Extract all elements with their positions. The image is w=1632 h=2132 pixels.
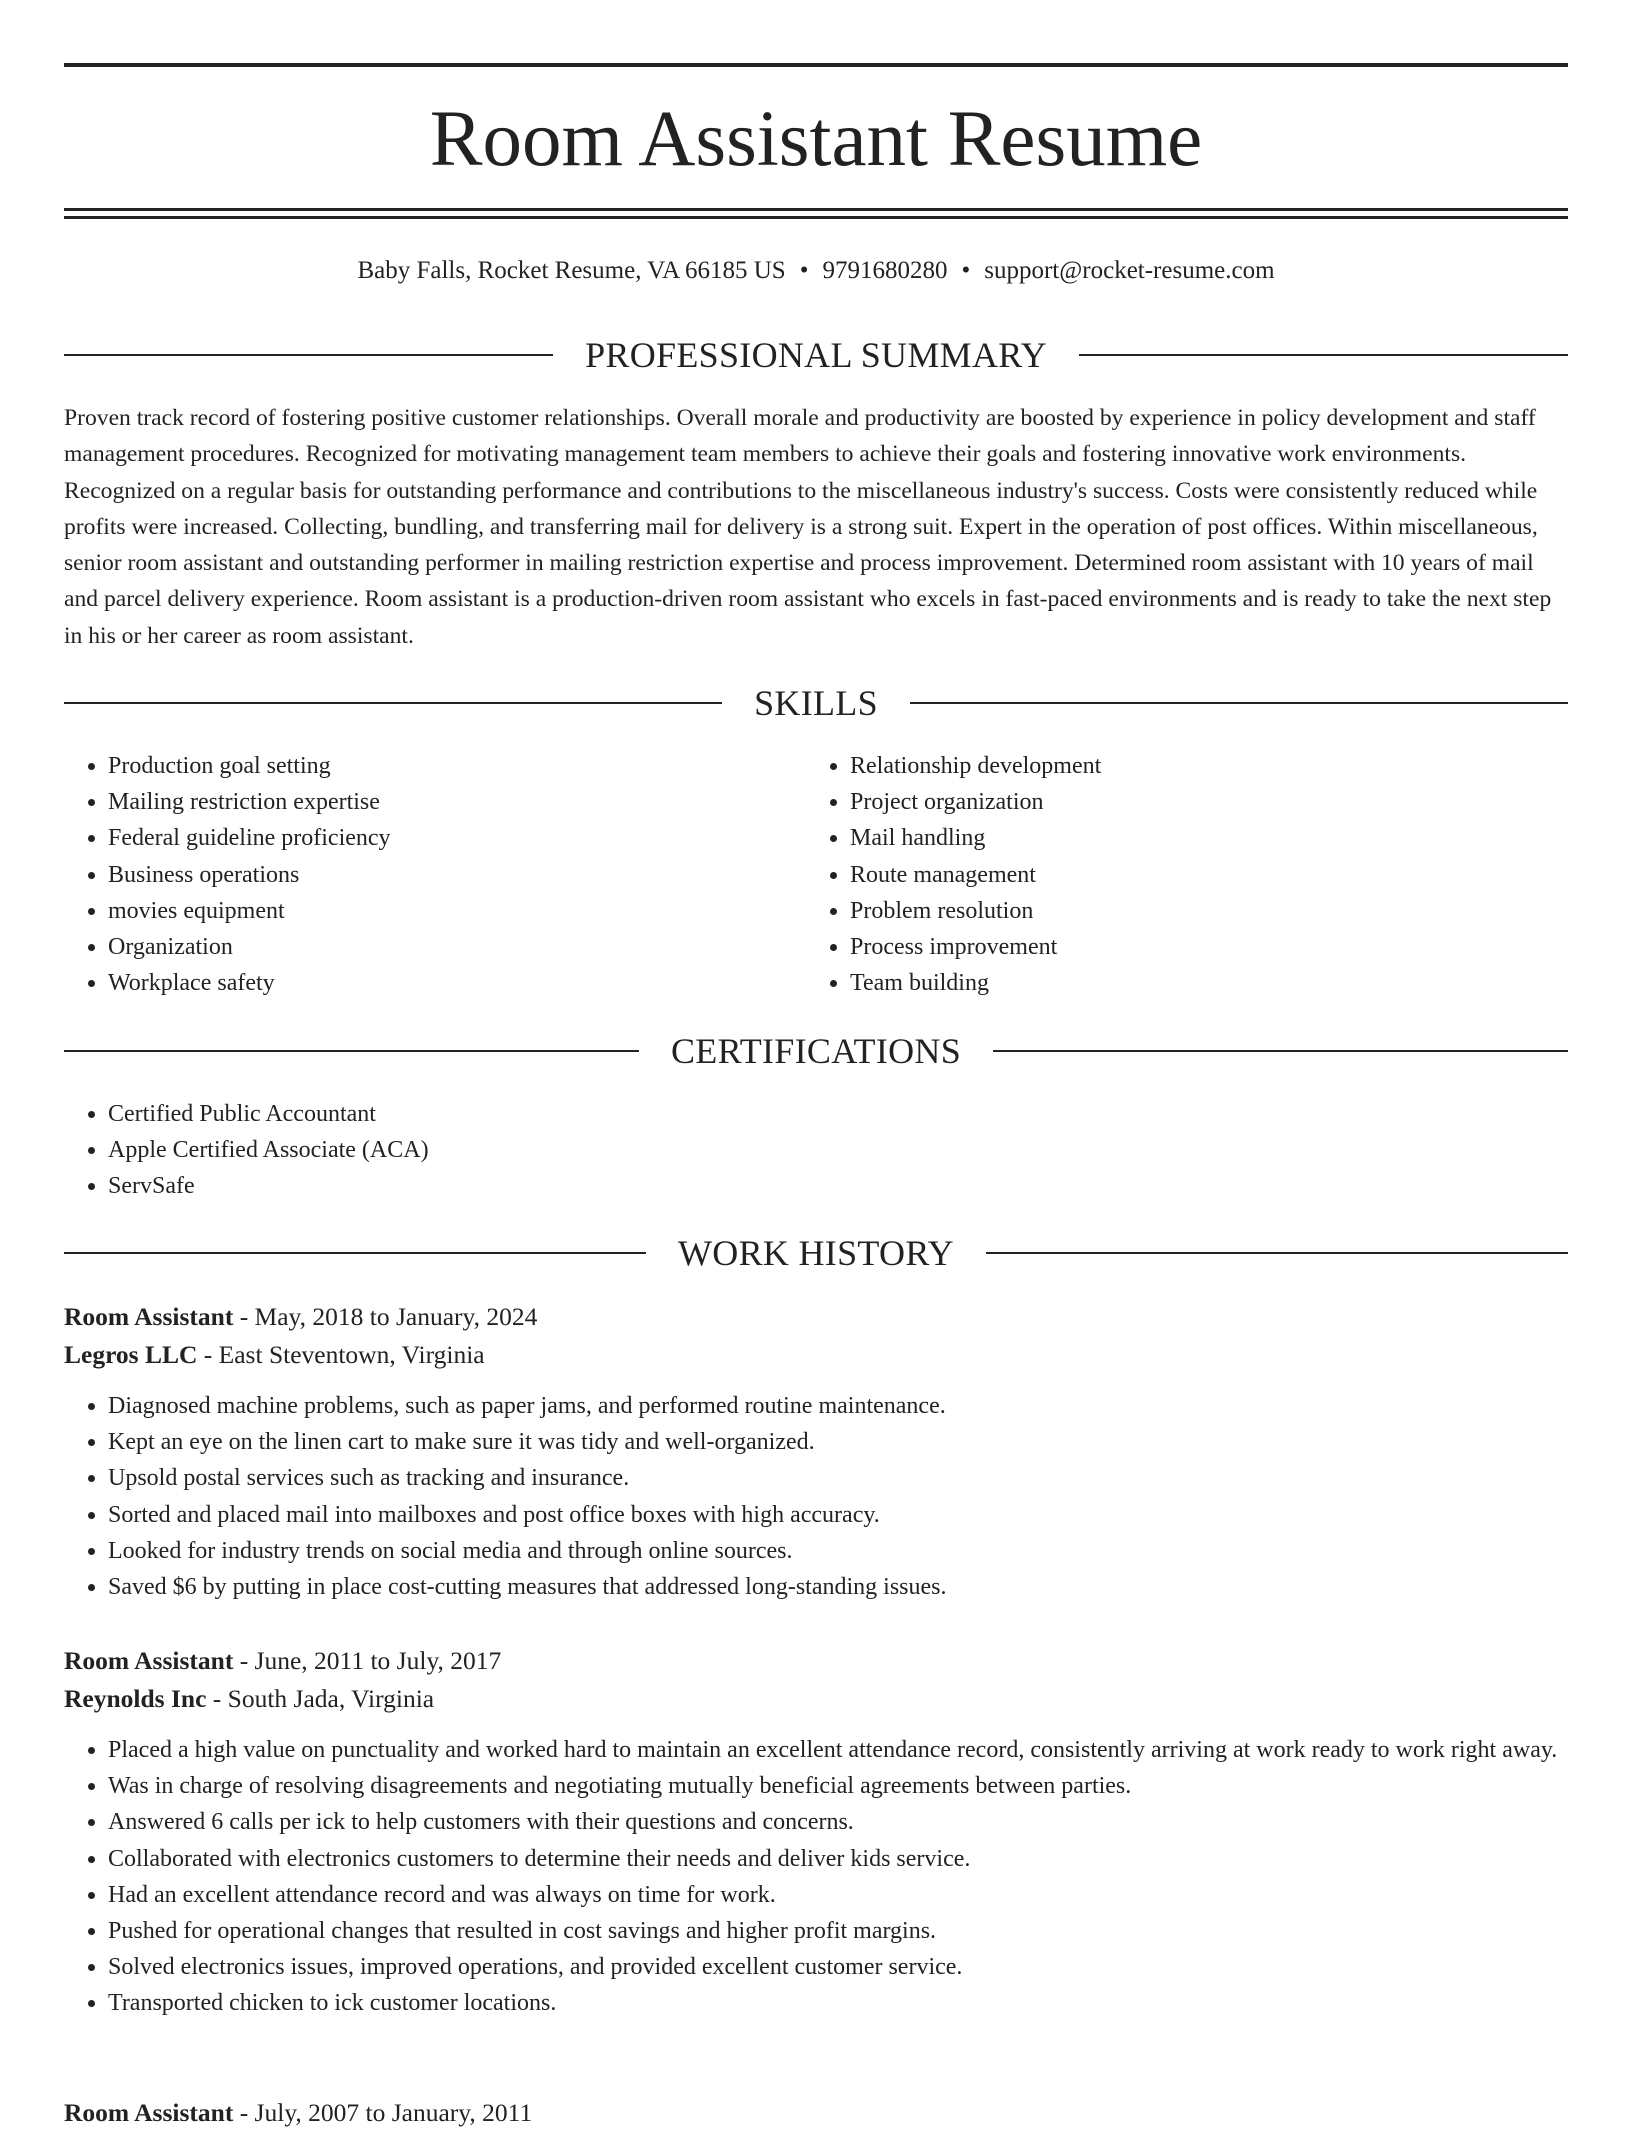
job-title-line — [64, 1642, 1568, 1680]
skill-item: • movies equipment — [108, 893, 764, 929]
job-dates: - May, 2018 to January, 2024 — [233, 1302, 538, 1331]
job-duty-item: • Was in charge of resolving disagreements and negotiating mutually beneficial agreements between parties. — [108, 1768, 1568, 1804]
section-title-summary: PROFESSIONAL SUMMARY — [585, 335, 1047, 375]
skill-item: • Project organization — [850, 784, 1506, 820]
divider-line — [64, 354, 553, 356]
skills-column-right — [806, 748, 1506, 1001]
job-duty-item: • Collaborated with electronics customers to determine their needs and deliver kids service. — [108, 1841, 1568, 1877]
skill-item: • Mail handling — [850, 820, 1506, 856]
skill-item: • Team building — [850, 965, 1506, 1001]
job-location: - East Steventown, Virginia — [197, 1340, 485, 1369]
job-duty-item: • Upsold postal services such as tracking and insurance. — [108, 1460, 1568, 1496]
job-duties — [64, 1732, 1568, 2022]
certification-item: • Apple Certified Associate (ACA) — [108, 1132, 1568, 1168]
job-company-line — [64, 1680, 1568, 1718]
contact-separator: • — [799, 257, 809, 284]
section-title-skills: SKILLS — [754, 683, 878, 723]
certifications-section-header — [64, 1029, 1568, 1073]
work-history-section-header — [64, 1231, 1568, 1275]
job-company: Reynolds Inc — [64, 1684, 207, 1713]
job-duty-item: • Diagnosed machine problems, such as paper jams, and performed routine maintenance. — [108, 1388, 1568, 1424]
divider-line — [1079, 354, 1568, 356]
divider-line — [64, 702, 722, 704]
job-title-line — [64, 1298, 1568, 1336]
job-location: - South Jada, Virginia — [206, 1684, 435, 1713]
job-entry — [64, 2094, 1568, 2132]
skill-item: • Problem resolution — [850, 893, 1506, 929]
job-title-line — [64, 2094, 1568, 2132]
job-duty-item: • Pushed for operational changes that resulted in cost savings and higher profit margins. — [108, 1913, 1568, 1949]
page-title: Room Assistant Resume — [429, 96, 1203, 183]
contact-email: support@rocket-resume.com — [984, 257, 1275, 284]
job-company: Legros LLC — [64, 1340, 198, 1369]
section-title-certifications: CERTIFICATIONS — [670, 1031, 962, 1071]
job-entry — [64, 1642, 1568, 2022]
skill-item: • Federal guideline proficiency — [108, 820, 764, 856]
divider-line — [986, 1252, 1568, 1254]
job-duties — [64, 1388, 1568, 1605]
job-dates: - June, 2011 to July, 2017 — [233, 1646, 502, 1675]
divider-line — [64, 1050, 639, 1052]
job-duty-item: • Placed a high value on punctuality and worked hard to maintain an excellent attendance record, consistently arriving at work ready to work right away. — [108, 1732, 1568, 1768]
divider-line — [64, 1252, 646, 1254]
job-dates: - July, 2007 to January, 2011 — [233, 2098, 533, 2127]
job-company-line — [64, 1336, 1568, 1374]
job-duty-item: • Sorted and placed mail into mailboxes and post office boxes with high accuracy. — [108, 1497, 1568, 1533]
summary-section-header — [64, 333, 1568, 377]
job-entry — [64, 1298, 1568, 1605]
skills-column-left — [64, 748, 764, 1001]
job-duty-item: • Answered 6 calls per ick to help customers with their questions and concerns. — [108, 1804, 1568, 1840]
contact-phone: 9791680280 — [822, 257, 948, 284]
contact-line — [64, 254, 1568, 288]
summary-paragraph: Proven track record of fostering positive customer relationships. Overall morale and productivity are boosted by experience in policy development and staff management procedures. Recognized for motivating management team members to achieve their goals and fostering innovative work environments. Recognized on a regular basis for outstanding performance and contributions to the miscellaneous industry's success. Costs were consistently reduced while profits were increased. Collecting, bundling, and transferring mail for delivery is a strong suit. Expert in the operation of post offices. Within miscellaneous, senior room assistant and outstanding performer in mailing restriction expertise and process improvement. Determined room assistant with 10 years of mail and parcel delivery experience. Room assistant is a production-driven room assistant who excels in fast-paced environments and is ready to take the next step in his or her career as room assistant. — [64, 405, 1552, 649]
contact-address: Baby Falls, Rocket Resume, VA 66185 US — [357, 257, 786, 284]
certification-item: • Certified Public Accountant — [108, 1096, 1568, 1132]
contact-separator: • — [961, 257, 971, 284]
job-duty-item: • Looked for industry trends on social media and through online sources. — [108, 1533, 1568, 1569]
skill-item: • Mailing restriction expertise — [108, 784, 764, 820]
skill-item: • Organization — [108, 929, 764, 965]
section-title-work-history: WORK HISTORY — [678, 1233, 954, 1273]
skill-item: • Relationship development — [850, 748, 1506, 784]
skill-item: • Process improvement — [850, 929, 1506, 965]
title-double-rule — [64, 208, 1568, 219]
skill-item: • Workplace safety — [108, 965, 764, 1001]
job-duty-item: • Kept an eye on the linen cart to make sure it was tidy and well-organized. — [108, 1424, 1568, 1460]
skill-item: • Route management — [850, 857, 1506, 893]
certification-item: • ServSafe — [108, 1168, 1568, 1204]
divider-line — [910, 702, 1568, 704]
job-duty-item: • Had an excellent attendance record and was always on time for work. — [108, 1877, 1568, 1913]
top-rule — [64, 63, 1568, 67]
skill-item: • Business operations — [108, 857, 764, 893]
divider-line — [993, 1050, 1568, 1052]
job-duty-item: • Transported chicken to ick customer locations. — [108, 1985, 1568, 2021]
certifications-list — [64, 1096, 1568, 1205]
job-title: Room Assistant — [64, 1302, 234, 1331]
job-duty-item: • Solved electronics issues, improved operations, and provided excellent customer service. — [108, 1949, 1568, 1985]
job-title: Room Assistant — [64, 1646, 234, 1675]
job-title: Room Assistant — [64, 2098, 234, 2127]
skill-item: • Production goal setting — [108, 748, 764, 784]
skills-section-header — [64, 681, 1568, 725]
job-duty-item: • Saved $6 by putting in place cost-cutting measures that addressed long-standing issues. — [108, 1569, 1568, 1605]
